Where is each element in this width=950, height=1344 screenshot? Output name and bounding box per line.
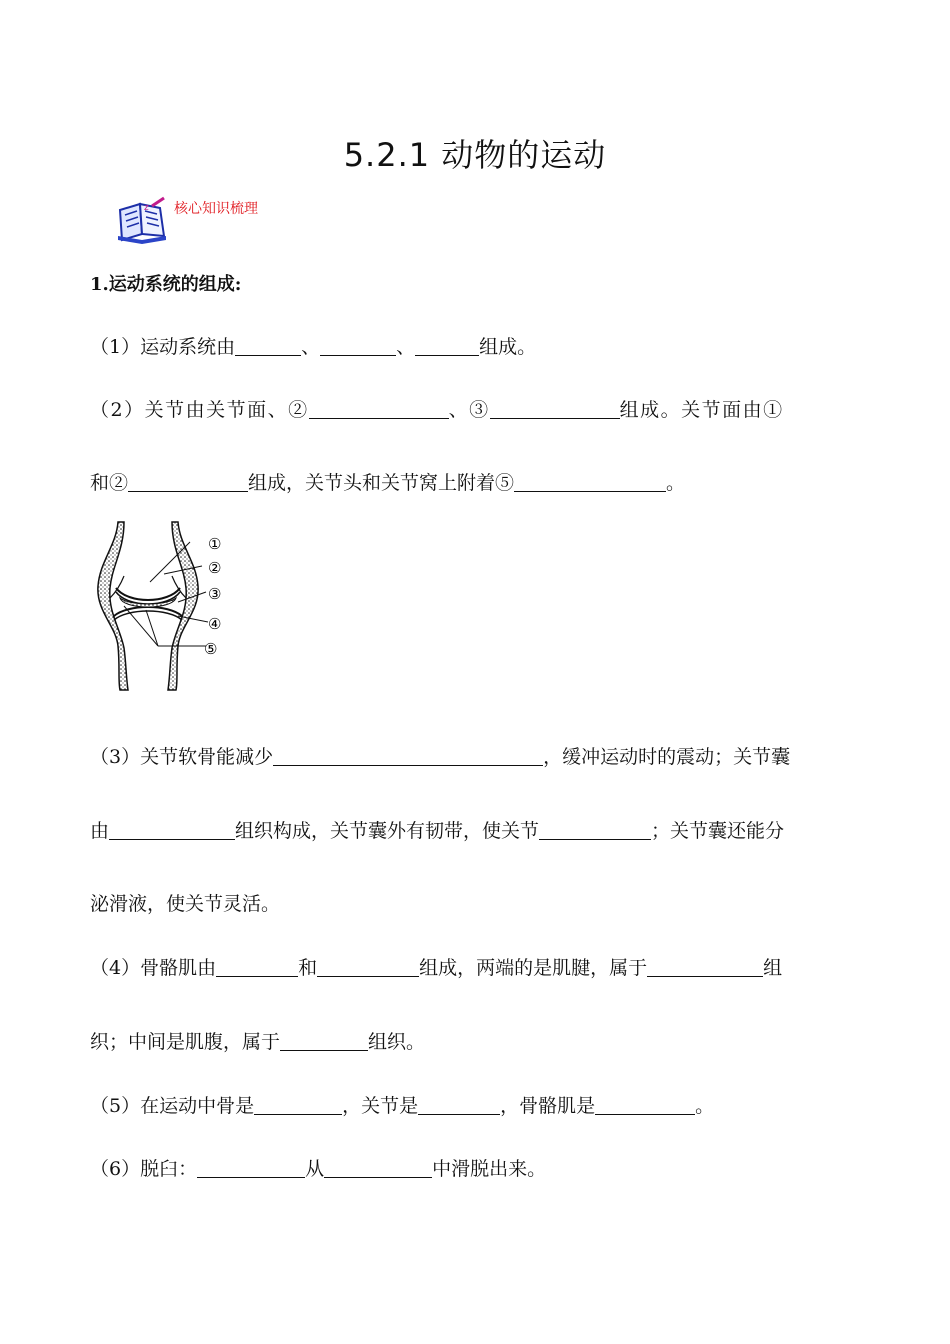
question-3-line-2: 由 组织构成，关节囊外有韧带，使关节 ；关节囊还能分 [90,820,785,842]
section-heading: 1.运动系统的组成: [90,274,242,295]
question-4-line-2: 织；中间是肌腹，属于 组织。 [90,1031,426,1053]
question-3-line-1: （3）关节软骨能减少 ，缓冲运动时的震动；关节囊 [90,746,791,768]
blank[interactable] [418,1096,500,1115]
diagram-label: ⑤ [204,640,218,658]
blank[interactable] [280,1032,368,1051]
page-title: 5.2.1 动物的运动 [343,136,607,174]
question-5: （5）在运动中骨是 ，关节是 ，骨骼肌是 。 [90,1095,715,1117]
blank[interactable] [647,958,763,977]
blank[interactable] [595,1096,695,1115]
blank[interactable] [320,337,396,356]
diagram-label: ① [208,535,222,553]
blank[interactable] [415,337,479,356]
question-4-line-1: （4）骨骼肌由 和 组成，两端的是肌腱，属于 组 [90,957,783,979]
question-3-line-3: 泌滑液，使关节灵活。 [90,893,281,915]
blank[interactable] [197,1159,305,1178]
blank[interactable] [490,400,620,419]
question-1: （1）运动系统由 、 、 组成。 [90,336,537,358]
question-6: （6）脱臼： 从 中滑脱出来。 [90,1158,547,1180]
blank[interactable] [309,400,449,419]
svg-text:z: z [144,203,149,213]
blank[interactable] [109,821,235,840]
blank[interactable] [128,473,248,492]
blank[interactable] [216,958,298,977]
section-badge-label: 核心知识梳理 [174,201,258,217]
blank[interactable] [539,821,651,840]
blank[interactable] [273,747,543,766]
diagram-label: ④ [208,615,222,633]
blank[interactable] [514,473,666,492]
blank[interactable] [235,337,301,356]
blank[interactable] [324,1159,432,1178]
question-2-line-2: 和② 组成，关节头和关节窝上附着⑤ 。 [90,472,686,494]
question-2-line-1: （2）关节由关节面、② 、③ 组成。关节面由① [90,399,784,421]
blank[interactable] [254,1096,342,1115]
diagram-label: ③ [208,585,222,603]
joint-diagram [80,516,240,694]
diagram-label: ② [208,559,222,577]
blank[interactable] [317,958,419,977]
